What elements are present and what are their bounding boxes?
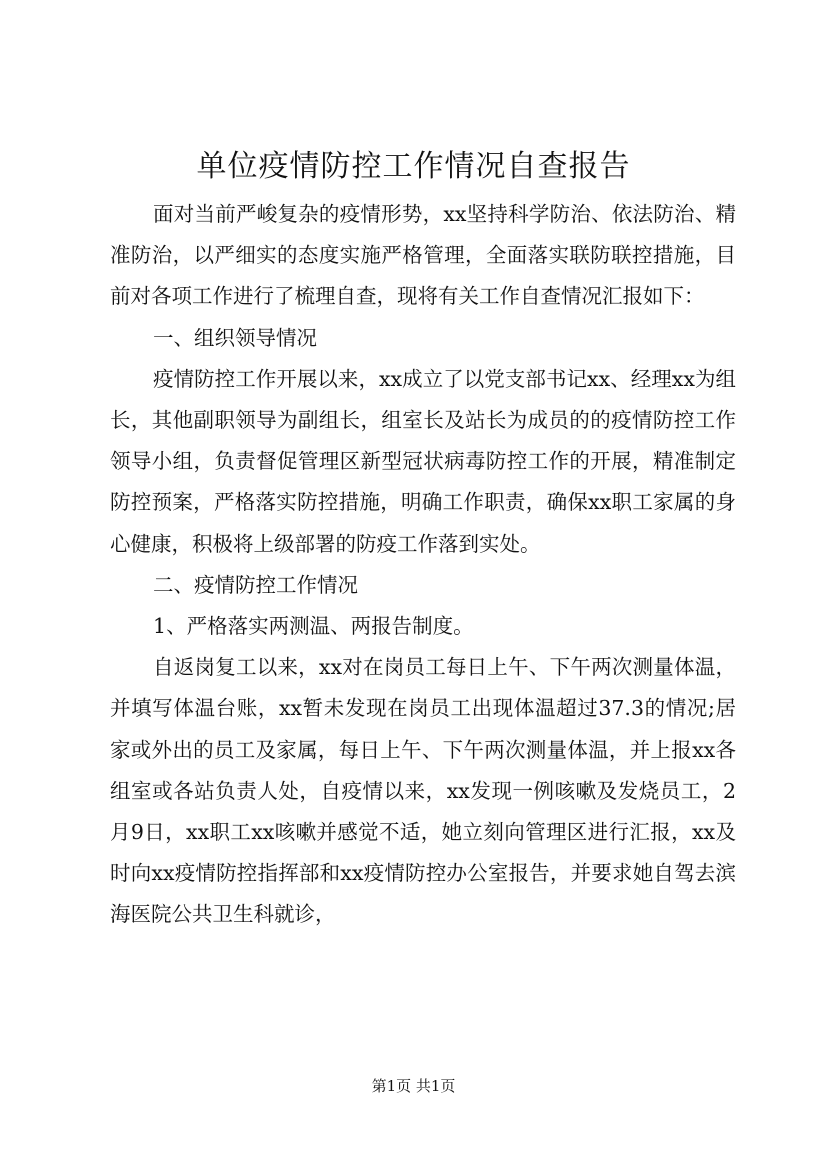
document-body (110, 194, 736, 936)
paragraph-intro: 面对当前严峻复杂的疫情形势，xx坚持科学防治、依法防治、精准防治，以严细实的态度实施严格管理，全面落实联防联控措施，目前对各项工作进行了梳理自查，现将有关工作自查情况汇报如下： (110, 202, 736, 309)
section-heading-organization: 一、组织领导情况 (153, 325, 318, 350)
paragraph-temperature: 自返岗复工以来，xx对在岗员工每日上午、下午两次测量体温，并填写体温台账，xx暂未发现在岗员工出现体温超过37.3的情况;居家或外出的员工及家属，每日上午、下午两次测量体温，并上报xx各组室或各站负责人处，自疫情以来，xx发现一例咳嗽及发烧员工，2月9日，xx职工xx咳嗽并感觉不适，她立刻向管理区进行汇报，xx及时向xx疫情防控指挥部和xx疫情防控办公室报告，并要求她自驾去滨海医院公共卫生科就诊， (110, 655, 736, 927)
document-title: 单位疫情防控工作情况自查报告 (196, 149, 631, 184)
page-footer: 第1页 共1页 (371, 1077, 456, 1095)
subsection-heading-temperature: 1、严格落实两测温、两报告制度。 (153, 614, 474, 639)
paragraph-organization: 疫情防控工作开展以来，xx成立了以党支部书记xx、经理xx为组长，其他副职领导为副组长，组室长及站长为成员的的疫情防控工作领导小组，负责督促管理区新型冠状病毒防控工作的开展，精准制定防控预案，严格落实防控措施，明确工作职责，确保xx职工家属的身心健康，积极将上级部署的防疫工作落到实处。 (110, 366, 736, 556)
section-heading-prevention: 二、疫情防控工作情况 (153, 572, 359, 597)
